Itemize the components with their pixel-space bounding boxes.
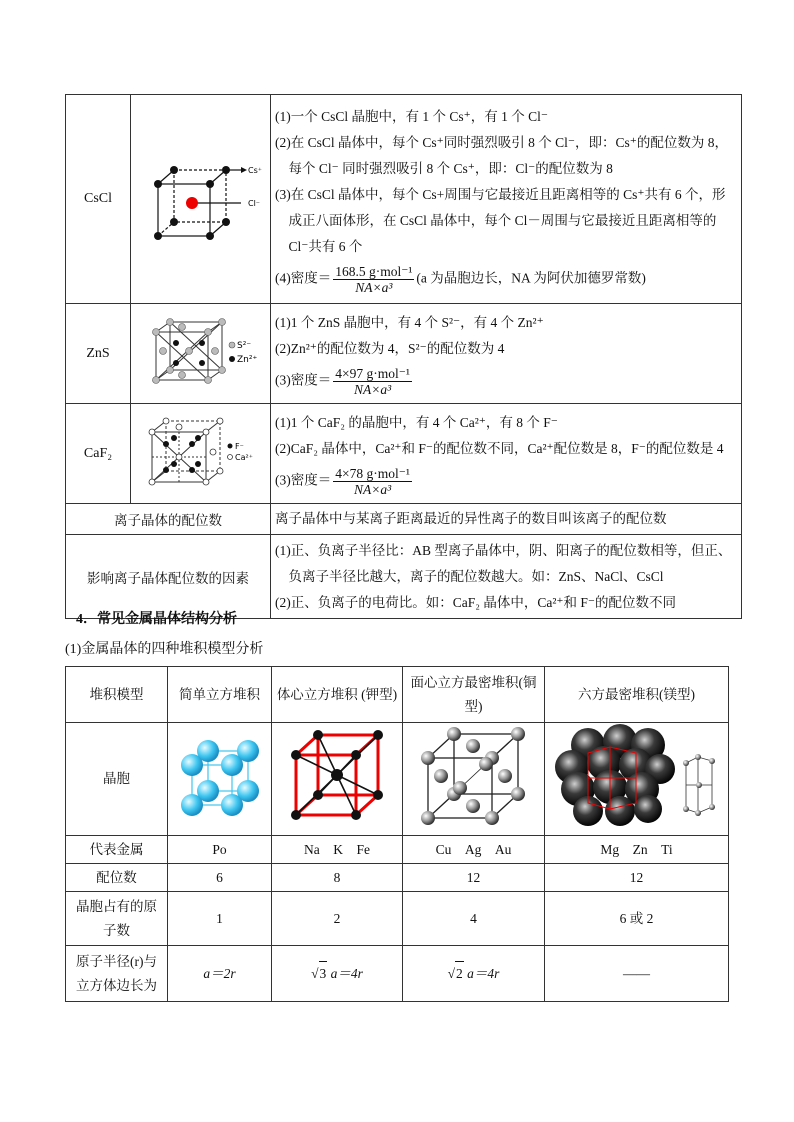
desc-line: 成正八面体形，在 CsCl 晶体中，每个 Cl－周围与它最接近且距离相等的 [288, 212, 717, 228]
factors-label: 影响离子晶体配位数的因素 [66, 535, 271, 619]
table-cell: 12 [403, 864, 545, 892]
header-cell: 体心立方堆积 (钾型) [272, 667, 403, 723]
row-label: 晶胞占有的原子数 [66, 892, 168, 946]
row-label: 配位数 [66, 864, 168, 892]
header-cell: 简单立方堆积 [168, 667, 272, 723]
table-row [66, 535, 742, 619]
caf2-cell-icon [136, 416, 266, 488]
desc-line: (2)正、负离子的电荷比。如：CaF₂ 晶体中，Ca²⁺和 F⁻的配位数不同 [275, 594, 677, 610]
table-row [66, 836, 729, 864]
zns-cell-figure [131, 304, 271, 404]
table-cell: 12 [545, 864, 729, 892]
row-label: 代表金属 [66, 836, 168, 864]
density-formula: (3)密度＝ $\frac{\text{4×97 g·mol⁻¹}}{\text{NA×a³}}$ [275, 366, 410, 397]
table-row [66, 404, 742, 504]
table-row [66, 723, 729, 836]
table-row [66, 864, 729, 892]
bcc-figure [272, 723, 403, 836]
cscl-description [271, 95, 742, 304]
table-cell: Po [168, 836, 272, 864]
table-cell: 2 [272, 892, 403, 946]
table-header-row [66, 667, 729, 723]
radius-simple: a＝2r [168, 946, 272, 1002]
desc-line: (1)一个 CsCl 晶胞中，有 1 个 Cs⁺，有 1 个 Cl⁻ [275, 108, 549, 124]
table-cell: Na K Fe [272, 836, 403, 864]
density-formula: (4)密度＝ $\frac{\text{168.5 g·mol⁻¹}}{\text{NA×a³}}$ (a 为晶胞边长，NA 为阿伏加德罗常数) [275, 263, 646, 295]
f-legend: F⁻ [234, 441, 244, 451]
fcc-figure [403, 723, 545, 836]
radius-hcp: —— [545, 946, 729, 1002]
caf2-description [271, 404, 742, 504]
desc-line: 负离子半径比越大，离子的配位数越大。如：ZnS、NaCl、CsCl [288, 568, 664, 584]
desc-line: (1)1 个 CaF₂ 的晶胞中，有 4 个 Ca²⁺，有 8 个 F⁻ [275, 415, 558, 430]
zn-legend: Zn²⁺ [236, 354, 257, 365]
crystal-name: ZnS [66, 304, 131, 404]
ca-legend: Ca²⁺ [234, 452, 253, 462]
desc-line: (2)Zn²⁺的配位数为 4，S²⁻的配位数为 4 [275, 341, 505, 356]
density-formula: (3)密度＝ $\frac{\text{4×78 g·mol⁻¹}}{\text{NA×a³}}$ [275, 466, 410, 497]
cl-legend: Cl⁻ [247, 199, 260, 208]
hcp-figure [545, 723, 729, 836]
table-cell: Mg Zn Ti [545, 836, 729, 864]
simple-cubic-icon [172, 727, 268, 823]
row-label: 晶胞 [66, 723, 168, 836]
table-cell: 1 [168, 892, 272, 946]
table-cell: Cu Ag Au [403, 836, 545, 864]
header-cell: 六方最密堆积(镁型) [545, 667, 729, 723]
zns-cell-icon [136, 317, 266, 387]
coordination-label: 离子晶体的配位数 [66, 504, 271, 535]
metal-packing-table [65, 666, 729, 1002]
table-row [66, 304, 742, 404]
crystal-name: CsCl [66, 95, 131, 304]
desc-line: Cl⁻共有 6 个 [288, 238, 363, 254]
table-cell: 6 [168, 864, 272, 892]
desc-line: (1)1 个 ZnS 晶胞中，有 4 个 S²⁻，有 4 个 Zn²⁺ [275, 315, 544, 330]
bcc-icon [282, 725, 392, 825]
zns-description [271, 304, 742, 404]
table-row [66, 892, 729, 946]
desc-line: (3)在 CsCl 晶体中，每个 Cs+周围与它最接近且距离相等的 Cs⁺共有 6 个，形 [275, 186, 726, 202]
caf2-cell-figure [131, 404, 271, 504]
coordination-text: 离子晶体中与某离子距离最近的异性离子的数目叫该离子的配位数 [271, 504, 742, 535]
fcc-icon [414, 724, 534, 826]
s-legend: S²⁻ [236, 340, 251, 351]
desc-line: (1)正、负离子半径比：AB 型离子晶体中，阴、阳离子的配位数相等，但正、 [275, 542, 732, 558]
ionic-crystal-table [65, 94, 742, 619]
simple-cubic-figure [168, 723, 272, 836]
radius-fcc: √2 a＝4r [403, 946, 545, 1002]
desc-line: 每个 Cl⁻ 同时强烈吸引 8 个 Cs⁺，即：Cl⁻的配位数为 8 [288, 160, 613, 176]
hcp-icon [548, 723, 726, 827]
cscl-cell-icon [136, 142, 266, 252]
cscl-cell-figure [131, 95, 271, 304]
section-title: 4．常见金属晶体结构分析 [76, 612, 237, 627]
factors-text [271, 535, 742, 619]
crystal-name: CaF₂ [66, 404, 131, 504]
header-cell: 堆积模型 [66, 667, 168, 723]
desc-line: (2)在 CsCl 晶体中，每个 Cs⁺同时强烈吸引 8 个 Cl⁻，即：Cs⁺的配位数为 8， [275, 134, 729, 150]
table-cell: 8 [272, 864, 403, 892]
desc-line: (2)CaF₂ 晶体中，Ca²⁺和 F⁻的配位数不同，Ca²⁺配位数是 8，F⁻的配位数是 4 [275, 441, 724, 456]
radius-bcc: √3 a＝4r [272, 946, 403, 1002]
table-cell: 6 或 2 [545, 892, 729, 946]
table-cell: 4 [403, 892, 545, 946]
sub-title: (1)金属晶体的四种堆积模型分析 [65, 642, 264, 657]
row-label: 原子半径(r)与立方体边长为 [66, 946, 168, 1002]
header-cell: 面心立方最密堆积(铜型) [403, 667, 545, 723]
cs-legend: Cs⁺ [247, 166, 262, 175]
table-row [66, 95, 742, 304]
table-row [66, 946, 729, 1002]
table-row [66, 504, 742, 535]
